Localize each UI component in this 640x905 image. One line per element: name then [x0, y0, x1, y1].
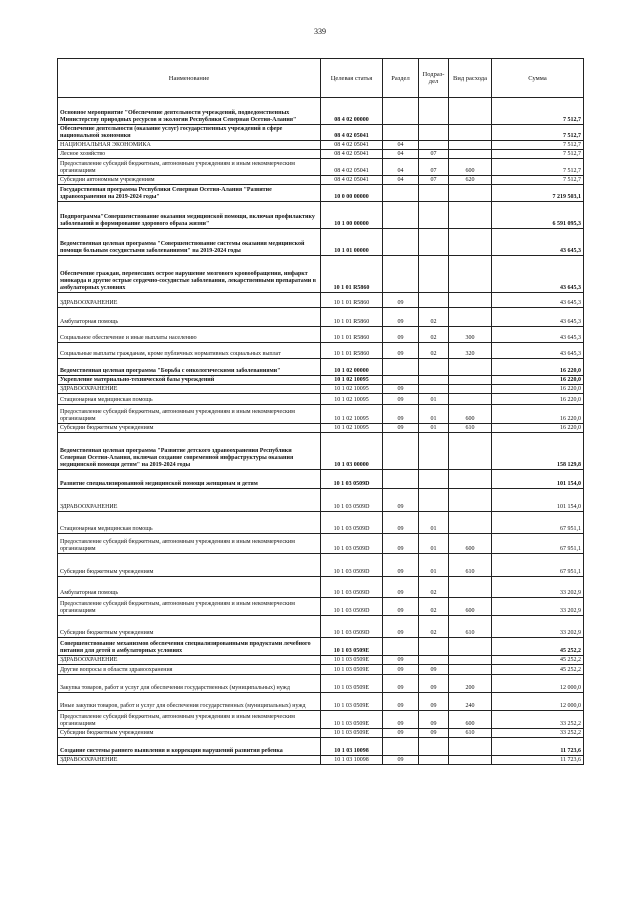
row-subsection-cell: [419, 202, 449, 229]
row-target-code-cell: 10 1 03 0509D: [321, 489, 383, 512]
row-target-code-cell: 10 1 01 R5860: [321, 256, 383, 293]
page-number: 339: [314, 27, 326, 36]
row-amount-cell: 33 202,9: [492, 577, 584, 598]
row-target-code-cell: 10 1 02 10095: [321, 405, 383, 424]
row-subsection-cell: 07: [419, 159, 449, 176]
table-row: [58, 489, 584, 512]
row-section-cell: 09: [383, 489, 419, 512]
row-expense-type-cell: [449, 293, 492, 308]
row-expense-type-cell: [449, 98, 492, 125]
row-amount-cell: 33 252,2: [492, 711, 584, 729]
table-row: [58, 202, 584, 229]
row-expense-type-cell: [449, 202, 492, 229]
row-amount-cell: 16 220,0: [492, 376, 584, 385]
row-amount-cell: 16 220,0: [492, 394, 584, 405]
row-name-cell: Субсидии бюджетным учреждениям: [58, 424, 321, 433]
row-amount-cell: 7 512,7: [492, 125, 584, 141]
row-expense-type-cell: [449, 150, 492, 159]
row-subsection-cell: 09: [419, 711, 449, 729]
row-expense-type-cell: [449, 376, 492, 385]
row-expense-type-cell: 600: [449, 405, 492, 424]
row-subsection-cell: [419, 293, 449, 308]
row-expense-type-cell: 610: [449, 729, 492, 738]
row-name-cell: Закупка товаров, работ и услуг для обеспечения государственных (муниципальных) нужд: [58, 675, 321, 693]
row-amount-cell: 11 723,6: [492, 756, 584, 765]
row-name-cell: Социальное обеспечение и иные выплаты населению: [58, 327, 321, 343]
row-target-code-cell: 10 1 02 10095: [321, 376, 383, 385]
row-expense-type-cell: 600: [449, 159, 492, 176]
row-expense-type-cell: [449, 359, 492, 376]
row-name-cell: Амбулаторная помощь: [58, 577, 321, 598]
row-subsection-cell: [419, 98, 449, 125]
table-row: [58, 424, 584, 433]
table-row: [58, 675, 584, 693]
row-section-cell: [383, 202, 419, 229]
table-row: [58, 150, 584, 159]
row-subsection-cell: 02: [419, 343, 449, 359]
row-amount-cell: 67 951,1: [492, 554, 584, 577]
row-amount-cell: 16 220,0: [492, 385, 584, 394]
row-name-cell: Укрепление материально-технической базы учреждений: [58, 376, 321, 385]
table-row: [58, 665, 584, 675]
table-row: [58, 376, 584, 385]
row-section-cell: [383, 125, 419, 141]
row-amount-cell: 7 512,7: [492, 150, 584, 159]
row-name-cell: Ведомственная целевая программа "Борьба с онкологическими заболеваниями": [58, 359, 321, 376]
row-target-code-cell: 08 4 02 05041: [321, 150, 383, 159]
row-amount-cell: 33 202,9: [492, 598, 584, 616]
row-subsection-cell: [419, 185, 449, 202]
row-name-cell: Амбулаторная помощь: [58, 308, 321, 327]
row-amount-cell: 45 252,2: [492, 665, 584, 675]
row-target-code-cell: 10 1 03 0509E: [321, 656, 383, 665]
row-section-cell: [383, 256, 419, 293]
row-subsection-cell: [419, 738, 449, 756]
row-section-cell: [383, 433, 419, 470]
row-subsection-cell: 02: [419, 308, 449, 327]
row-target-code-cell: 10 0 00 00000: [321, 185, 383, 202]
row-target-code-cell: 10 1 01 R5860: [321, 308, 383, 327]
table-row: [58, 327, 584, 343]
row-expense-type-cell: 600: [449, 534, 492, 554]
table-row: [58, 98, 584, 125]
table-row: [58, 711, 584, 729]
row-name-cell: Обеспечение граждан, перенесших острое нарушение мозгового кровообращения, инфаркт миокарда и другие острые сердечно-сосудистые заболевания, лекарственными препаратами в амбулаторных условиях: [58, 256, 321, 293]
table-row: [58, 141, 584, 150]
row-target-code-cell: 10 1 03 0509D: [321, 512, 383, 534]
row-name-cell: Субсидии автономным учреждениям: [58, 176, 321, 185]
row-section-cell: [383, 185, 419, 202]
row-name-cell: Предоставление субсидий бюджетным, автономным учреждениям и иным некоммерческим организациям: [58, 598, 321, 616]
row-section-cell: 09: [383, 293, 419, 308]
row-expense-type-cell: [449, 512, 492, 534]
table-row: [58, 308, 584, 327]
row-name-cell: Другие вопросы в области здравоохранения: [58, 665, 321, 675]
row-section-cell: 09: [383, 656, 419, 665]
row-expense-type-cell: [449, 185, 492, 202]
row-expense-type-cell: [449, 656, 492, 665]
row-expense-type-cell: [449, 577, 492, 598]
row-target-code-cell: 10 1 03 00000: [321, 433, 383, 470]
row-expense-type-cell: 200: [449, 675, 492, 693]
table-row: [58, 577, 584, 598]
table-row: [58, 598, 584, 616]
row-target-code-cell: 10 1 03 0509E: [321, 729, 383, 738]
row-target-code-cell: 08 4 02 05041: [321, 159, 383, 176]
row-amount-cell: 6 591 095,3: [492, 202, 584, 229]
row-amount-cell: 7 512,7: [492, 159, 584, 176]
row-amount-cell: 12 000,0: [492, 693, 584, 711]
row-name-cell: Социальные выплаты гражданам, кроме публичных нормативных социальных выплат: [58, 343, 321, 359]
row-name-cell: Предоставление субсидий бюджетным, автономным учреждениям и иным некоммерческим организациям: [58, 159, 321, 176]
row-amount-cell: 33 252,2: [492, 729, 584, 738]
row-target-code-cell: 10 1 03 10098: [321, 738, 383, 756]
row-name-cell: Государственная программа Республики Северная Осетия-Алания "Развитие здравоохранения на 2019-2024 годы": [58, 185, 321, 202]
row-amount-cell: 67 951,1: [492, 534, 584, 554]
table-row: [58, 433, 584, 470]
row-expense-type-cell: [449, 141, 492, 150]
row-subsection-cell: [419, 756, 449, 765]
row-subsection-cell: [419, 141, 449, 150]
row-target-code-cell: 10 1 03 0509D: [321, 534, 383, 554]
row-name-cell: Предоставление субсидий бюджетным, автономным учреждениям и иным некоммерческим организациям: [58, 711, 321, 729]
row-name-cell: ЗДРАВООХРАНЕНИЕ: [58, 756, 321, 765]
header-amount: Сумма: [492, 59, 584, 98]
row-target-code-cell: 10 1 03 0509D: [321, 470, 383, 489]
row-amount-cell: 67 951,1: [492, 512, 584, 534]
row-expense-type-cell: [449, 738, 492, 756]
row-name-cell: Развитие специализированной медицинской помощи женщинам и детям: [58, 470, 321, 489]
row-amount-cell: 43 645,3: [492, 327, 584, 343]
row-expense-type-cell: [449, 638, 492, 656]
row-expense-type-cell: [449, 470, 492, 489]
row-subsection-cell: 01: [419, 405, 449, 424]
row-amount-cell: 7 512,7: [492, 141, 584, 150]
row-section-cell: 09: [383, 327, 419, 343]
table-row: [58, 405, 584, 424]
row-subsection-cell: 02: [419, 598, 449, 616]
row-amount-cell: 43 645,3: [492, 229, 584, 256]
row-name-cell: Совершенствование механизмов обеспечения специализированными продуктами лечебного питания для детей в амбулаторных условиях: [58, 638, 321, 656]
row-subsection-cell: 09: [419, 675, 449, 693]
row-section-cell: 09: [383, 394, 419, 405]
row-expense-type-cell: 240: [449, 693, 492, 711]
table-row: [58, 534, 584, 554]
row-section-cell: 09: [383, 675, 419, 693]
row-expense-type-cell: [449, 756, 492, 765]
row-amount-cell: 7 512,7: [492, 176, 584, 185]
row-section-cell: 09: [383, 577, 419, 598]
row-amount-cell: 12 000,0: [492, 675, 584, 693]
table-row: [58, 729, 584, 738]
row-target-code-cell: 10 1 03 0509D: [321, 554, 383, 577]
row-section-cell: [383, 376, 419, 385]
row-expense-type-cell: 610: [449, 424, 492, 433]
row-expense-type-cell: 610: [449, 554, 492, 577]
row-expense-type-cell: 320: [449, 343, 492, 359]
row-subsection-cell: 01: [419, 512, 449, 534]
row-target-code-cell: 08 4 02 05041: [321, 176, 383, 185]
row-section-cell: 09: [383, 554, 419, 577]
row-expense-type-cell: 600: [449, 711, 492, 729]
row-expense-type-cell: [449, 308, 492, 327]
row-name-cell: Предоставление субсидий бюджетным, автономным учреждениям и иным некоммерческим организациям: [58, 534, 321, 554]
row-subsection-cell: [419, 656, 449, 665]
row-target-code-cell: 08 4 02 05041: [321, 141, 383, 150]
row-subsection-cell: 01: [419, 534, 449, 554]
row-target-code-cell: 10 1 02 10095: [321, 394, 383, 405]
row-expense-type-cell: [449, 256, 492, 293]
table-row: [58, 359, 584, 376]
row-subsection-cell: 01: [419, 424, 449, 433]
row-name-cell: Субсидии бюджетным учреждениям: [58, 729, 321, 738]
row-target-code-cell: 10 1 00 00000: [321, 202, 383, 229]
row-amount-cell: 11 723,6: [492, 738, 584, 756]
row-subsection-cell: [419, 229, 449, 256]
row-section-cell: 04: [383, 159, 419, 176]
row-subsection-cell: 02: [419, 327, 449, 343]
row-amount-cell: 33 202,9: [492, 616, 584, 638]
row-subsection-cell: 01: [419, 394, 449, 405]
row-expense-type-cell: 610: [449, 616, 492, 638]
row-section-cell: 09: [383, 616, 419, 638]
table-row: [58, 738, 584, 756]
table-row: [58, 616, 584, 638]
row-expense-type-cell: [449, 433, 492, 470]
row-name-cell: Основное мероприятие "Обеспечение деятельности учреждений, подведомственных Министерству природных ресурсов и экологии Республики Северная Осетия-Алания": [58, 98, 321, 125]
row-subsection-cell: [419, 359, 449, 376]
row-target-code-cell: 10 1 02 10095: [321, 424, 383, 433]
row-amount-cell: 158 129,8: [492, 433, 584, 470]
row-target-code-cell: 10 1 02 00000: [321, 359, 383, 376]
row-name-cell: Ведомственная целевая программа "Совершенствование системы оказания медицинской помощи больным сосудистыми заболеваниями" на 2019-2024 годы: [58, 229, 321, 256]
row-target-code-cell: 08 4 02 00000: [321, 98, 383, 125]
row-name-cell: НАЦИОНАЛЬНАЯ ЭКОНОМИКА: [58, 141, 321, 150]
row-expense-type-cell: 600: [449, 598, 492, 616]
row-section-cell: 09: [383, 729, 419, 738]
row-name-cell: Лесное хозяйство: [58, 150, 321, 159]
row-subsection-cell: [419, 433, 449, 470]
row-target-code-cell: 10 1 01 R5860: [321, 327, 383, 343]
row-subsection-cell: 09: [419, 729, 449, 738]
table-row: [58, 176, 584, 185]
row-name-cell: Создание системы раннего выявления и коррекции нарушений развития ребенка: [58, 738, 321, 756]
row-section-cell: 09: [383, 534, 419, 554]
row-subsection-cell: [419, 470, 449, 489]
row-expense-type-cell: [449, 665, 492, 675]
row-amount-cell: 43 645,3: [492, 293, 584, 308]
row-expense-type-cell: [449, 229, 492, 256]
row-section-cell: [383, 229, 419, 256]
table-row: [58, 756, 584, 765]
row-target-code-cell: 10 1 02 10095: [321, 385, 383, 394]
header-subsection: Подраз- дел: [419, 59, 449, 98]
row-section-cell: 09: [383, 308, 419, 327]
row-section-cell: [383, 359, 419, 376]
table-row: [58, 256, 584, 293]
row-expense-type-cell: [449, 394, 492, 405]
row-name-cell: Стационарная медицинская помощь: [58, 512, 321, 534]
row-section-cell: 09: [383, 424, 419, 433]
table-row: [58, 229, 584, 256]
row-subsection-cell: [419, 256, 449, 293]
table-row: [58, 343, 584, 359]
table-row: [58, 693, 584, 711]
row-subsection-cell: 07: [419, 150, 449, 159]
row-section-cell: 09: [383, 693, 419, 711]
table-row: [58, 512, 584, 534]
row-amount-cell: 7 219 503,1: [492, 185, 584, 202]
row-amount-cell: 43 645,3: [492, 308, 584, 327]
table-body: [58, 98, 584, 765]
row-amount-cell: 45 252,2: [492, 656, 584, 665]
row-target-code-cell: 10 1 01 R5860: [321, 343, 383, 359]
row-subsection-cell: 01: [419, 554, 449, 577]
row-target-code-cell: 08 4 02 05041: [321, 125, 383, 141]
table-row: [58, 159, 584, 176]
row-section-cell: 09: [383, 385, 419, 394]
row-target-code-cell: 10 1 03 0509D: [321, 577, 383, 598]
table-row: [58, 470, 584, 489]
row-amount-cell: 16 220,0: [492, 359, 584, 376]
row-name-cell: ЗДРАВООХРАНЕНИЕ: [58, 385, 321, 394]
row-target-code-cell: 10 1 03 0509D: [321, 598, 383, 616]
row-target-code-cell: 10 1 03 0509D: [321, 616, 383, 638]
table-row: [58, 656, 584, 665]
row-section-cell: 09: [383, 512, 419, 534]
table-row: [58, 394, 584, 405]
row-target-code-cell: 10 1 01 R5860: [321, 293, 383, 308]
row-section-cell: 09: [383, 711, 419, 729]
row-amount-cell: 7 512,7: [492, 98, 584, 125]
header-section: Раздел: [383, 59, 419, 98]
row-expense-type-cell: [449, 125, 492, 141]
row-target-code-cell: 10 1 03 10098: [321, 756, 383, 765]
row-section-cell: 09: [383, 598, 419, 616]
row-subsection-cell: 09: [419, 665, 449, 675]
table-row: [58, 554, 584, 577]
table-row: [58, 385, 584, 394]
row-target-code-cell: 10 1 03 0509E: [321, 693, 383, 711]
row-name-cell: Иные закупки товаров, работ и услуг для обеспечения государственных (муниципальных) нужд: [58, 693, 321, 711]
row-expense-type-cell: 620: [449, 176, 492, 185]
table-row: [58, 185, 584, 202]
budget-table: [57, 58, 584, 765]
row-amount-cell: 101 154,0: [492, 489, 584, 512]
row-target-code-cell: 10 1 03 0509E: [321, 638, 383, 656]
row-target-code-cell: 10 1 01 00000: [321, 229, 383, 256]
row-subsection-cell: 07: [419, 176, 449, 185]
row-name-cell: Субсидии бюджетным учреждениям: [58, 554, 321, 577]
row-section-cell: 09: [383, 665, 419, 675]
row-name-cell: ЗДРАВООХРАНЕНИЕ: [58, 489, 321, 512]
row-expense-type-cell: [449, 489, 492, 512]
row-target-code-cell: 10 1 03 0509E: [321, 665, 383, 675]
row-name-cell: Субсидии бюджетным учреждениям: [58, 616, 321, 638]
table-row: [58, 638, 584, 656]
row-subsection-cell: [419, 376, 449, 385]
row-subsection-cell: 02: [419, 577, 449, 598]
row-section-cell: [383, 470, 419, 489]
row-name-cell: Подпрограмма"Совершенствование оказания медицинской помощи, включая профилактику заболеваний и формирование здорового образа жизни": [58, 202, 321, 229]
row-name-cell: ЗДРАВООХРАНЕНИЕ: [58, 293, 321, 308]
row-subsection-cell: [419, 638, 449, 656]
table-row: [58, 293, 584, 308]
table-header: [58, 59, 584, 98]
row-expense-type-cell: 300: [449, 327, 492, 343]
row-name-cell: Предоставление субсидий бюджетным, автономным учреждениям и иным некоммерческим организациям: [58, 405, 321, 424]
row-amount-cell: 45 252,2: [492, 638, 584, 656]
row-name-cell: Стационарная медицинская помощь: [58, 394, 321, 405]
row-name-cell: Обеспечение деятельности (оказание услуг) государственных учреждений в сфере национальной экономики: [58, 125, 321, 141]
row-expense-type-cell: [449, 385, 492, 394]
row-subsection-cell: [419, 125, 449, 141]
header-name: Наименование: [58, 59, 321, 98]
row-subsection-cell: 02: [419, 616, 449, 638]
row-target-code-cell: 10 1 03 0509E: [321, 675, 383, 693]
row-name-cell: ЗДРАВООХРАНЕНИЕ: [58, 656, 321, 665]
row-name-cell: Ведомственная целевая программа "Развитие детского здравоохранения Республики Северная Осетия-Алания, включая создание современной инфраструктуры оказания медицинской помощи детям" на 2019-2024 годы: [58, 433, 321, 470]
row-section-cell: 09: [383, 343, 419, 359]
row-section-cell: [383, 738, 419, 756]
row-subsection-cell: 09: [419, 693, 449, 711]
row-amount-cell: 16 220,0: [492, 424, 584, 433]
row-section-cell: 04: [383, 176, 419, 185]
row-subsection-cell: [419, 385, 449, 394]
header-target: Целевая статья: [321, 59, 383, 98]
row-section-cell: [383, 638, 419, 656]
row-section-cell: 04: [383, 150, 419, 159]
row-section-cell: [383, 98, 419, 125]
table-row: [58, 125, 584, 141]
row-amount-cell: 16 220,0: [492, 405, 584, 424]
row-amount-cell: 101 154,0: [492, 470, 584, 489]
row-section-cell: 09: [383, 405, 419, 424]
row-amount-cell: 43 645,3: [492, 256, 584, 293]
row-subsection-cell: [419, 489, 449, 512]
row-amount-cell: 43 645,3: [492, 343, 584, 359]
row-section-cell: 04: [383, 141, 419, 150]
row-target-code-cell: 10 1 03 0509E: [321, 711, 383, 729]
row-section-cell: 09: [383, 756, 419, 765]
header-type: Вид расхода: [449, 59, 492, 98]
